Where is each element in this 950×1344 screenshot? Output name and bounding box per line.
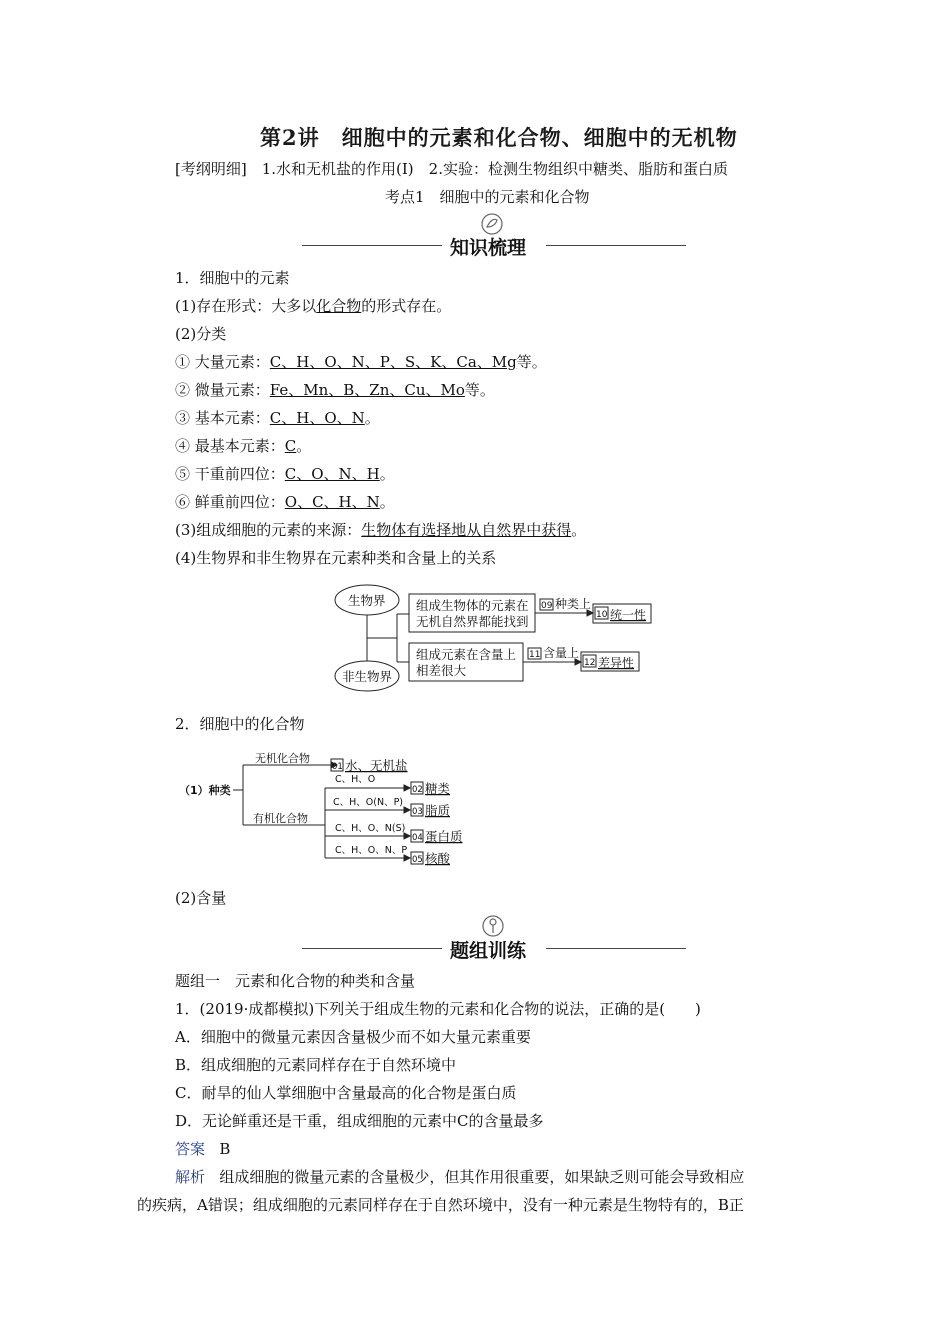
content-label: 含量上 bbox=[543, 646, 580, 660]
syllabus-outline: [考纲明细] 1.水和无机盐的作用(Ⅰ) 2.实验：检测生物组织中糖类、脂肪和蛋白质 bbox=[175, 160, 728, 178]
num-02: 02 bbox=[412, 785, 423, 795]
num-11: 11 bbox=[529, 650, 541, 660]
question-1: 1．(2019·成都模拟)下列关于组成生物的元素和化合物的说法，正确的是( ) bbox=[175, 1000, 701, 1018]
nucleic-label: 核酸 bbox=[425, 851, 451, 866]
fresh-weight-top4: ⑥ 鲜重前四位：O、C、H、N。 bbox=[175, 493, 395, 511]
divider-left bbox=[302, 245, 442, 246]
page-title: 第2讲 细胞中的元素和化合物、细胞中的无机物 bbox=[260, 125, 738, 150]
micro-elements: ② 微量元素：Fe、Mn、B、Zn、Cu、Mo等。 bbox=[175, 381, 495, 399]
num-12: 12 bbox=[584, 658, 596, 668]
relation-diagram bbox=[325, 582, 665, 694]
option-d: D．无论鲜重还是干重，组成细胞的元素中C的含量最多 bbox=[175, 1112, 544, 1130]
nonbio-label: 非生物界 bbox=[342, 669, 393, 684]
basic-elements: ③ 基本元素：C、H、O、N。 bbox=[175, 409, 380, 427]
compound-diagram bbox=[175, 748, 475, 872]
most-basic-element: ④ 最基本元素：C。 bbox=[175, 437, 312, 455]
option-b: B．组成细胞的元素同样存在于自然环境中 bbox=[175, 1056, 457, 1074]
num-03: 03 bbox=[412, 807, 423, 817]
sugar-elements: C、H、O bbox=[335, 774, 376, 785]
analysis-label: 解析 bbox=[175, 1168, 206, 1186]
lipid-elements: C、H、O(N、P) bbox=[333, 797, 404, 808]
protein-elements: C、H、O、N(S) bbox=[335, 823, 406, 834]
answer-line bbox=[175, 1138, 230, 1159]
num-01: 01 bbox=[332, 762, 343, 772]
knowledge-title: 知识梳理 bbox=[450, 237, 527, 259]
num-09: 09 bbox=[541, 601, 553, 611]
elements-relation: (4)生物界和非生物界在元素种类和含量上的关系 bbox=[175, 549, 497, 567]
divider-right-2 bbox=[546, 948, 686, 949]
bio-label: 生物界 bbox=[348, 593, 386, 608]
kinds-label: （1）种类 bbox=[179, 784, 231, 797]
water-salt-label: 水、无机盐 bbox=[345, 758, 408, 773]
num-05: 05 bbox=[412, 855, 423, 865]
diff-label: 差异性 bbox=[598, 656, 635, 670]
inorganic-label: 无机化合物 bbox=[255, 752, 310, 765]
organic-label: 有机化合物 bbox=[253, 812, 308, 825]
elements-source: (3)组成细胞的元素的来源：生物体有选择地从自然界中获得。 bbox=[175, 521, 587, 539]
protein-label: 蛋白质 bbox=[425, 829, 463, 844]
num-10: 10 bbox=[596, 610, 608, 620]
training-title: 题组训练 bbox=[450, 940, 527, 962]
exercise-group: 题组一 元素和化合物的种类和含量 bbox=[175, 972, 416, 990]
divider-left-2 bbox=[302, 948, 442, 949]
analysis-line-1: 解析 组成细胞的微量元素的含量极少，但其作用很重要，如果缺乏则可能会导致相应 bbox=[175, 1168, 745, 1186]
box-differ-line2: 相差很大 bbox=[416, 663, 467, 678]
compounds-heading: 2．细胞中的化合物 bbox=[175, 715, 305, 733]
num-04: 04 bbox=[412, 833, 423, 843]
dry-weight-top4: ⑤ 干重前四位：C、O、N、H。 bbox=[175, 465, 395, 483]
analysis-line-2: 的疾病，A错误；组成细胞的元素同样存在于自然环境中，没有一种元素是生物特有的，B正 bbox=[137, 1196, 744, 1214]
section-kaodian: 考点1 细胞中的元素和化合物 bbox=[385, 188, 590, 206]
sugar-label: 糖类 bbox=[425, 781, 451, 796]
lipid-label: 脂质 bbox=[425, 803, 451, 818]
answer-value: B bbox=[219, 1140, 231, 1158]
elements-classify: (2)分类 bbox=[175, 325, 227, 343]
answer-label: 答案 bbox=[175, 1140, 206, 1158]
box-differ-line1: 组成元素在含量上 bbox=[416, 647, 517, 662]
compounds-content: (2)含量 bbox=[175, 889, 227, 907]
key-badge-icon bbox=[482, 914, 504, 938]
elements-heading: 1．细胞中的元素 bbox=[175, 269, 290, 287]
option-a: A．细胞中的微量元素因含量极少而不如大量元素重要 bbox=[175, 1028, 531, 1046]
option-c: C．耐旱的仙人掌细胞中含量最高的化合物是蛋白质 bbox=[175, 1084, 517, 1102]
nucleic-elements: C、H、O、N、P bbox=[335, 845, 408, 856]
box-found-line2: 无机自然界都能找到 bbox=[416, 614, 529, 629]
unity-label: 统一性 bbox=[610, 608, 647, 622]
macro-elements: ① 大量元素：C、H、O、N、P、S、K、Ca、Mg等。 bbox=[175, 353, 547, 371]
elements-form: (1)存在形式：大多以化合物的形式存在。 bbox=[175, 297, 452, 315]
box-found-line1: 组成生物体的元素在 bbox=[416, 598, 529, 613]
divider-right bbox=[546, 245, 686, 246]
kind-label: 种类上 bbox=[555, 597, 592, 611]
